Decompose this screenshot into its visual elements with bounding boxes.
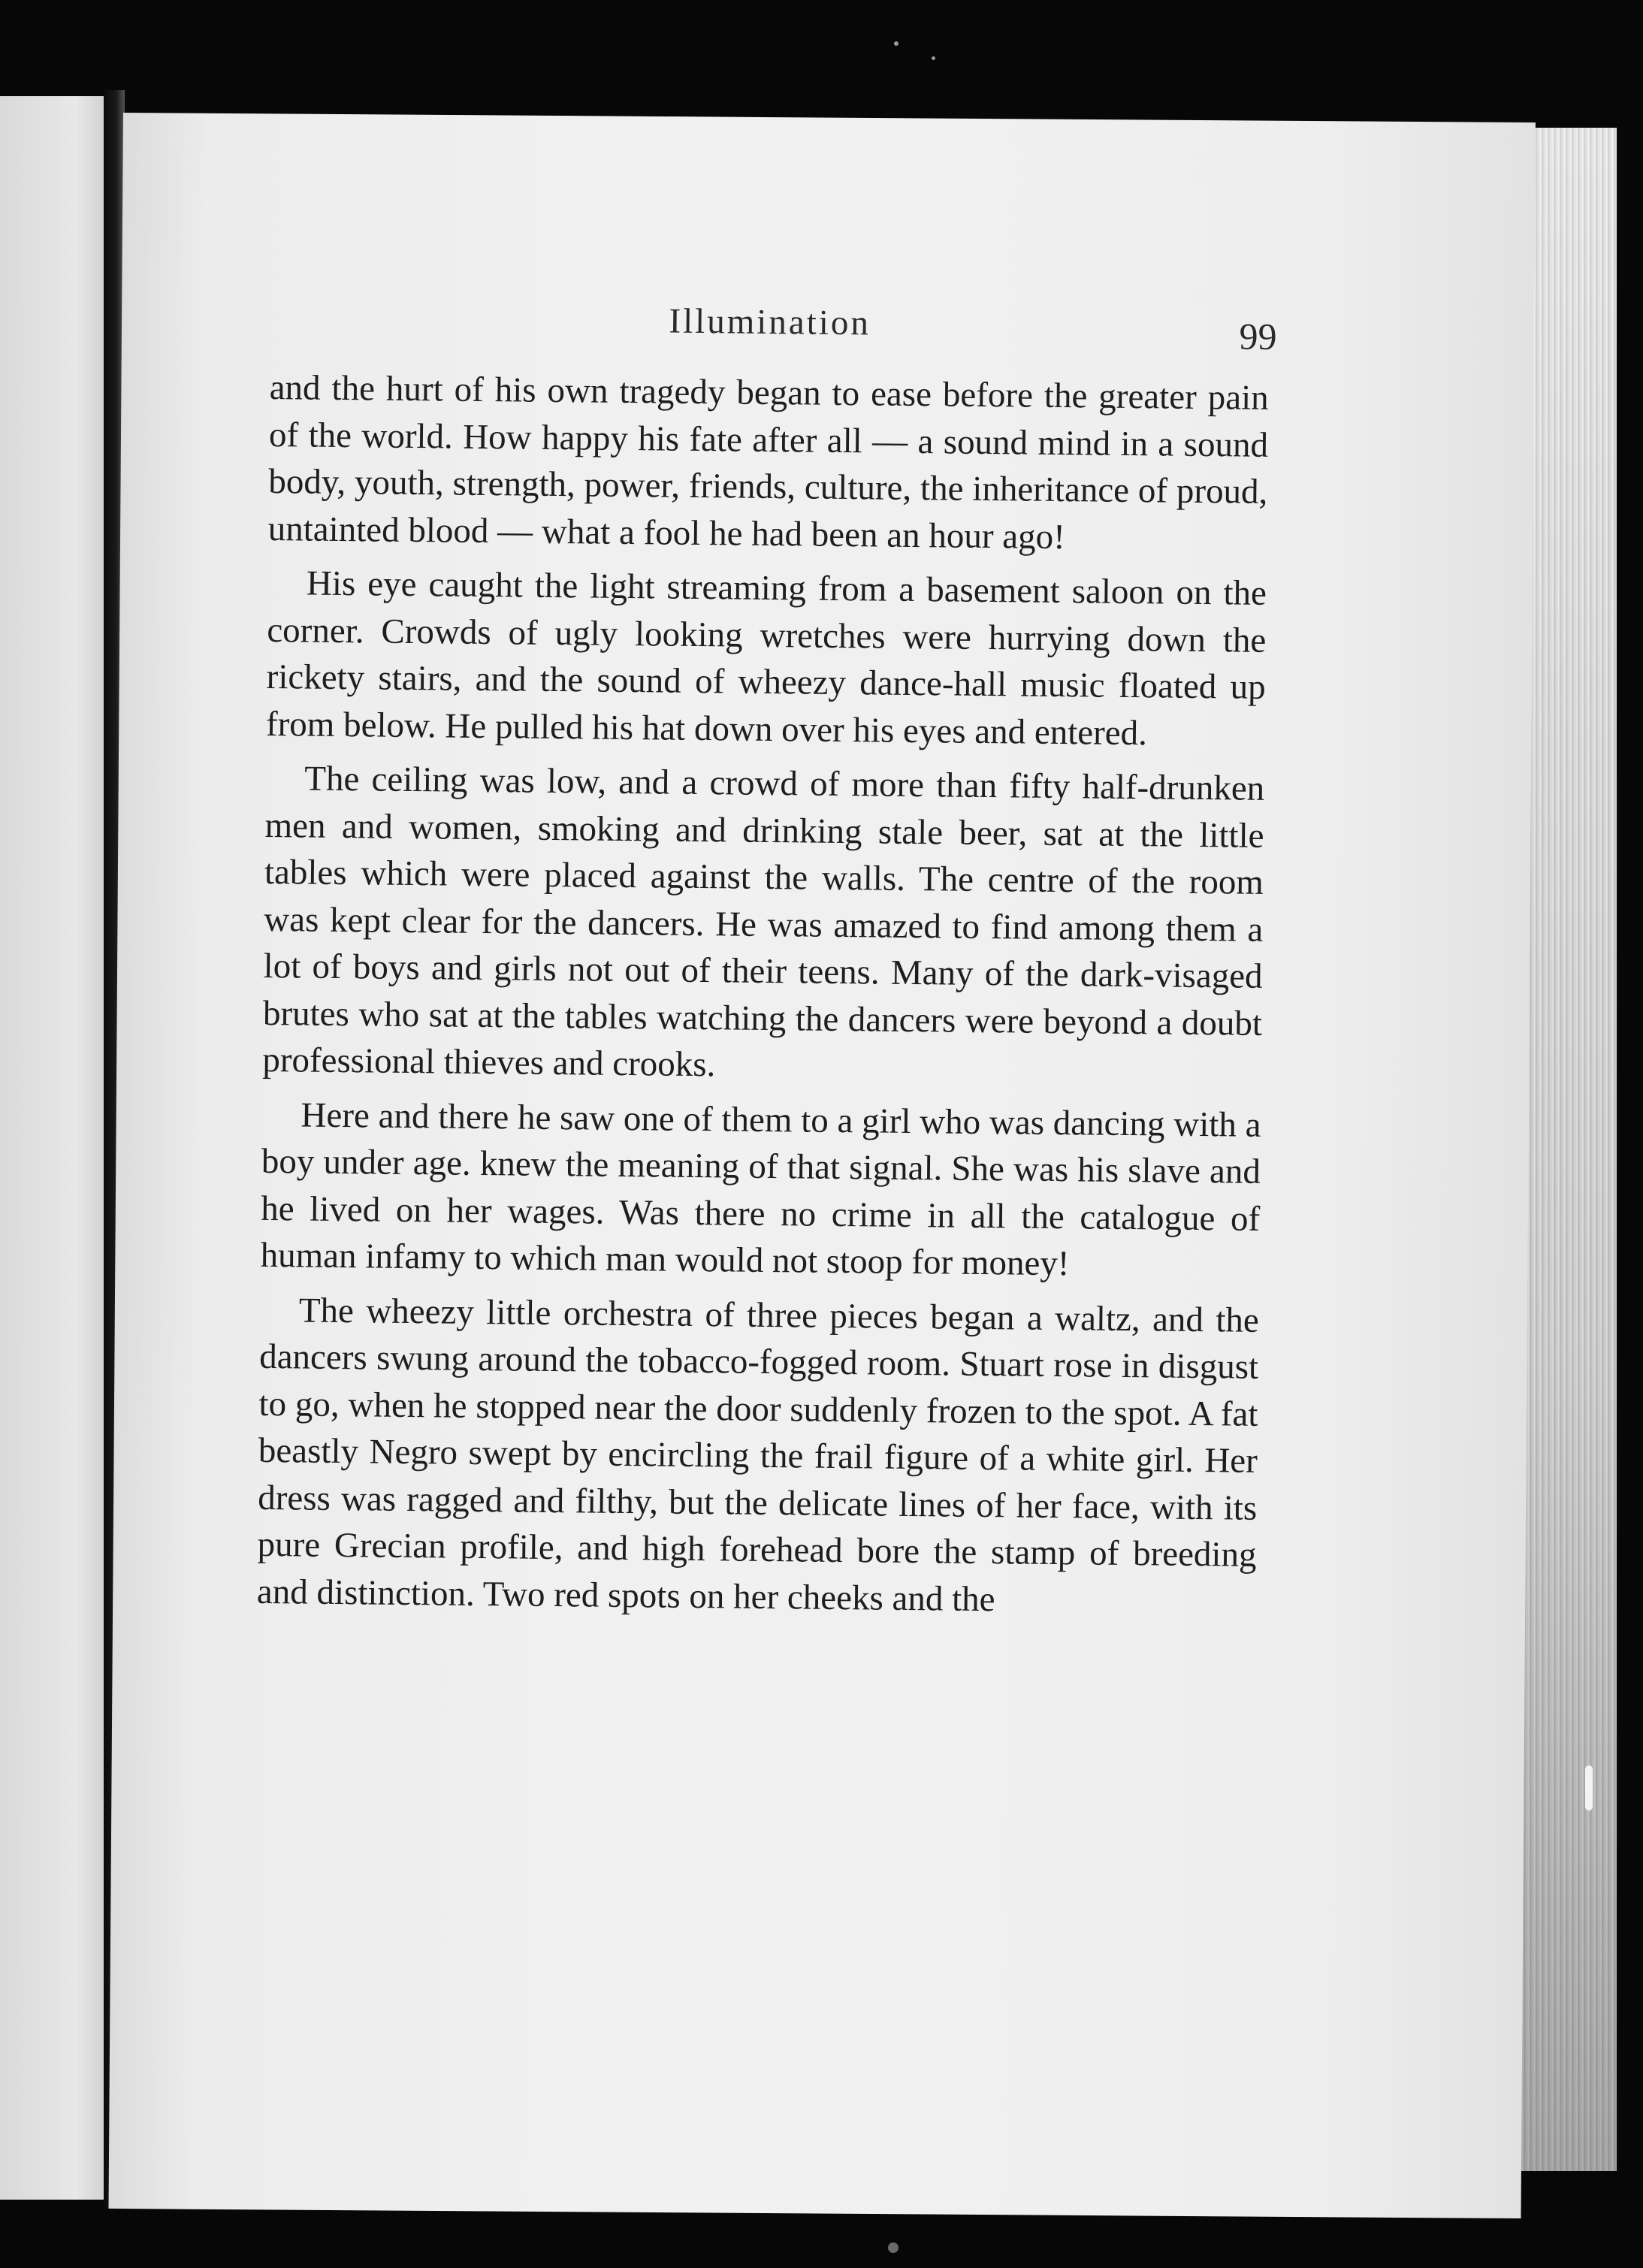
scan-speck <box>932 56 935 60</box>
running-head-title: Illumination <box>669 301 871 343</box>
paragraph: The wheezy little orchestra of three pieces began a waltz, and the dancers swung around the tobacco-fogged room. Stuart rose in disgust to go, when he stopped near the door suddenly frozen to the spot. A fat beastly Negro swept by encircling the frail figure of a white girl. Her dress was ragged and filthy, but the delicate lines of her face, with its pure Grecian profile, and high forehead bore the stamp of breeding and distinction. Two red spots on her cheeks and the <box>256 1290 1260 1619</box>
paragraph-continued: and the hurt of his own tragedy began to ease before the greater pain of the world. How happy his fate after all — a sound mind in a sound body, youth, strength, power, friends, culture, the inheritance of proud, untainted blood — what a fool he had been an hour ago! <box>267 367 1269 557</box>
paragraph: Here and there he saw one of them to a girl who was dancing with a boy under age. knew the meaning of that signal. She was his slave and he lived on her wages. Was there no crime in all the catalogue of human infamy to which man would not stoop for money! <box>260 1095 1261 1284</box>
scan-speck <box>894 41 899 46</box>
scan-speck <box>888 2242 899 2253</box>
page-number: 99 <box>1239 315 1277 358</box>
running-head <box>270 297 1277 375</box>
paragraph: His eye caught the light streaming from a basement saloon on the corner. Crowds of ugly looking wretches were hurrying down the rickety stairs, and the sound of wheezy dance-hall music floated up from below. He pulled his hat down over his eyes and entered. <box>265 563 1267 753</box>
scan-speck <box>1585 1765 1593 1810</box>
paragraph: The ceiling was low, and a crowd of more than fifty half-drunken men and women, smoking and drinking stale beer, sat at the little tables which were placed against the walls. The centre of the room was kept clear for the dancers. He was amazed to find among them a lot of boys and girls not out of their teens. Many of the dark-visaged brutes who sat at the tables watching the dancers were beyond a doubt professional thieves and crooks. <box>262 759 1265 1085</box>
adjacent-page-edge <box>0 96 107 2200</box>
page-text-block <box>256 297 1277 1626</box>
